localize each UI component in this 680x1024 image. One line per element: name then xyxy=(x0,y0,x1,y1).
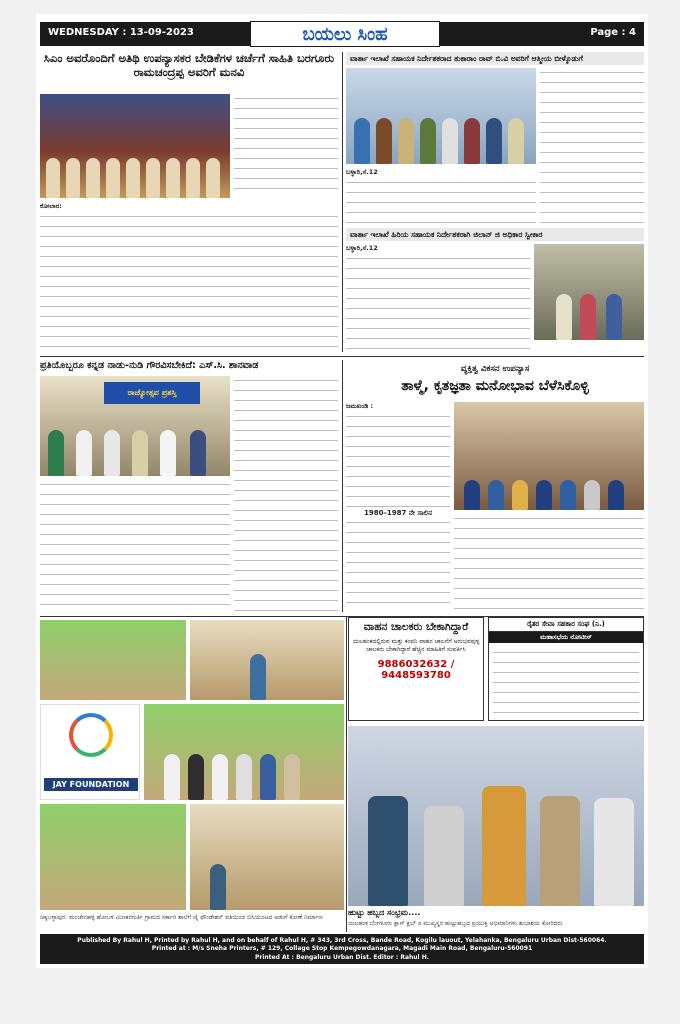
story4-photo xyxy=(40,376,230,476)
story6-photo xyxy=(348,726,644,906)
notice-body xyxy=(493,648,639,718)
notice-heading: ರೈತರ ಸೇವಾ ಸಹಕಾರ ಸಂಘ (ನಿ.) xyxy=(489,618,643,632)
ad-heading: ವಾಹನ ಚಾಲಕರು ಬೇಕಾಗಿದ್ದಾರೆ xyxy=(363,621,469,633)
story6-headline: ಹುಟ್ಟು ಹಬ್ಬದ ಸಂಭ್ರಮ.... xyxy=(348,908,421,917)
story1-photo xyxy=(40,94,230,198)
newspaper-title: ಬಯಲು ಸಿಂಹ xyxy=(250,21,440,47)
jay-foundation-emblem-icon xyxy=(69,713,113,757)
story6-caption: ಯಲಹಂಕ ಬೆಂಗಳೂರು ಕ್ಲಾಸ್ ಕ್ಲಬ್ ನ ಮುಖ್ಯಸ್ಥರ ಹುಟ್ಟುಹಬ್ಬದ ಪ್ರಯುಕ್ತ ಅಭಿಮಾನಿಗಳು ಶುಭಾಶಯ ಕೋರಿದರು xyxy=(348,920,563,927)
jay-photo-cooking xyxy=(190,620,344,700)
notice-subheading: ಮಹಾಸಭೆಯ ನೋಟೀಸ್ xyxy=(489,632,643,643)
story2-headline: ವಾರ್ತಾ ಇಲಾಖೆ ಸಹಾಯಕ ನಿರ್ದೇಶಕರಾದ ತುಕಾರಾಂ ರಾವ್ ಬಿ.ವಿ ಅವರಿಗೆ ಆತ್ಮೀಯ ಬೀಳ್ಕೊಡುಗೆ xyxy=(346,52,644,65)
jay-photo-building xyxy=(40,804,186,910)
story5-body xyxy=(454,514,644,612)
story5-kicker: ವ್ಯಕ್ತಿತ್ವ ವಿಕಸನ ಉಪನ್ಯಾಸ xyxy=(460,364,530,374)
jay-foundation-logo-text: JAY FOUNDATION xyxy=(44,778,138,791)
story5-text-col1 xyxy=(346,402,450,612)
ad-phone: 9886032632 / 9448593780 xyxy=(377,658,455,681)
jay-foundation-logo xyxy=(40,704,140,800)
story4-headline: ಪ್ರತಿಯೊಬ್ಬರೂ ಕನ್ನಡ ನಾಡು-ನುಡಿ ಗೌರವಿಸಬೇಕಿದೆ: ಎಸ್.ಸಿ. ಶಾನವಾಡ xyxy=(40,360,259,371)
story2-body xyxy=(346,168,536,224)
ad-body: ಯಲಹಂಕದಲ್ಲಿರುವ ಮತ್ತು ಕಂಪನಿ ವಾಹನ ಚಾಲನೆಗೆ ಅನುಭವವುಳ್ಳ ಚಾಲಕರು ಬೇಕಾಗಿದ್ದಾರೆ ಹೆಚ್ಚಿನ ಮಾಹಿತಿಗೆ ಸಂಪರ್ಕಿಸಿ xyxy=(352,638,480,654)
story2-text-col1 xyxy=(540,68,644,224)
footer-line1: Published By Rahul H, Printed by Rahul H, and on behalf of Rahul H, # 343, 3rd Cross, Bande Road, Kogilu lauout, Yelahanka, Bengaluru Urban Dist-560064. xyxy=(77,937,607,944)
footer-line2: Printed at : M/s Sneha Printers, # 129, Collage Stop Kempegowdanagara, Magadi Main Road, Bengaluru-560091 xyxy=(151,945,533,953)
newspaper-page xyxy=(36,14,648,968)
issue-date: WEDNESDAY : 13-09-2023 xyxy=(48,27,194,38)
agm-notice xyxy=(488,617,644,721)
imprint-footer xyxy=(40,934,644,964)
jay-photo-meal xyxy=(190,804,344,910)
story3-dateline: ಬಳ್ಳಾರಿ,ಸೆ.12 xyxy=(346,244,378,252)
masthead xyxy=(40,22,644,46)
story1-headline: ಸಿಎಂ ಅವರೊಂದಿಗೆ ಅತಿಥಿ ಉಪನ್ಯಾಸಕರ ಬೇಡಿಕೆಗಳ ಚರ್ಚೆಗೆ ಸಾಹಿತಿ ಬರಗೂರು ರಾಮಚಂದ್ರಪ್ಪ ಅವರಿಗೆ ಮನವಿ xyxy=(43,51,335,79)
story1-body xyxy=(40,202,338,352)
story1-dateline: ಕೋಲಾರ: xyxy=(40,202,62,210)
story4-body xyxy=(40,480,230,612)
story3-photo xyxy=(534,244,644,340)
story2-photo xyxy=(346,68,536,164)
story5-dateline: ಜಮಖಂಡಿ : xyxy=(346,402,374,410)
jay-photo-group xyxy=(144,704,344,800)
page-number: Page : 4 xyxy=(590,27,636,38)
story3-headline: ವಾರ್ತಾ ಇಲಾಖೆ ಹಿರಿಯ ಸಹಾಯಕ ನಿರ್ದೇಶಕರಾಗಿ ಜಿಲಾನ್ ಜಿ ಅಧಿಕಾರ ಸ್ವೀಕಾರ xyxy=(346,228,644,241)
story5-headline: ತಾಳ್ಮೆ, ಕೃತಜ್ಞತಾ ಮನೋಭಾವ ಬೆಳೆಸಿಕೊಳ್ಳಿ xyxy=(401,378,589,394)
story1-text-col1 xyxy=(234,94,338,198)
story4-text-col1 xyxy=(234,376,338,612)
classified-ad xyxy=(348,617,484,721)
story5-photo xyxy=(454,402,644,510)
story4-banner: ರಾಜ್ಯೋತ್ಸವ ಪ್ರಶಸ್ತಿ xyxy=(104,382,200,404)
jay-caption: ಚಿಕ್ಕಬಳ್ಳಾಪುರ: ಮಂಚೇನಹಳ್ಳಿ ಹೋಬಳಿ ಮಿಣಕನಗುರ್ಕಿ ಗ್ರಾಮದ ಸರ್ಕಾರಿ ಶಾಲೆಗೆ ಜೈ ಫೌಂಡೇಶನ್ ವತಿಯಿಂದ ಬಿಸಿಯೂಟದ ಅಡುಗೆ ಕೋಣೆ ನಿರ್ಮಾಣ xyxy=(40,914,323,921)
story3-body xyxy=(346,244,530,352)
jay-photo-kitchen xyxy=(40,620,186,700)
story5-subhead: 1980–1987 ನೇ ಸಾಲಿನ xyxy=(363,508,433,517)
story2-dateline: ಬಳ್ಳಾರಿ,ಸೆ.12 xyxy=(346,168,378,176)
footer-line3: Printed At : Bengaluru Urban Dist. Editor : Rahul H. xyxy=(254,953,429,961)
